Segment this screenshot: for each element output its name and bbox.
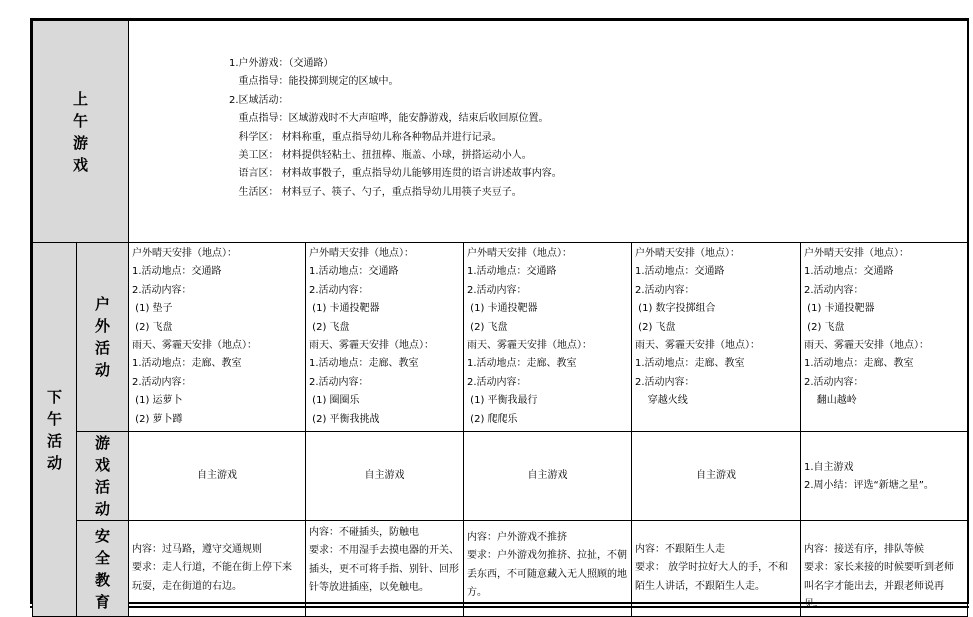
morning-game-header — [33, 21, 129, 243]
outdoor-line: 1.活动地点：走廊、教室 — [132, 358, 242, 370]
outdoor-line: 穿越火线 — [635, 395, 688, 407]
outdoor-line: 1.活动地点：走廊、教室 — [804, 358, 914, 370]
safety-requirement: 要求：走人行道，不能在街上停下来玩耍，走在街道的右边。 — [132, 562, 292, 592]
outdoor-day-4 — [632, 243, 801, 432]
outdoor-line: 户外晴天安排（地点）： — [309, 248, 414, 259]
outdoor-line: 户外晴天安排（地点）： — [132, 248, 237, 259]
outdoor-line: 1.活动地点：走廊、教室 — [467, 358, 577, 370]
outdoor-line: (2) 爬爬乐 — [467, 413, 518, 425]
outdoor-line: (2) 飞盘 — [804, 321, 845, 333]
game-day-2 — [306, 432, 464, 521]
morning-line: 2.区域活动： — [229, 94, 289, 106]
game-text: 自主游戏 — [527, 469, 568, 481]
safety-label: 安全教育 — [94, 526, 110, 611]
game-day-5 — [801, 432, 968, 521]
outdoor-line: (1) 垫子 — [132, 303, 173, 315]
outdoor-line: (1) 圈圈乐 — [309, 395, 360, 407]
outdoor-line: 1.活动地点：交通路 — [132, 266, 222, 278]
morning-line: 1.户外游戏：（交通路） — [229, 58, 334, 69]
safety-header — [77, 521, 129, 617]
outdoor-day-1 — [129, 243, 306, 432]
outdoor-line: 2.活动内容： — [132, 284, 192, 296]
morning-row — [33, 21, 968, 243]
safety-row — [33, 521, 968, 617]
game-day-3 — [464, 432, 632, 521]
safety-requirement: 要求：家长来接的时候要听到老师叫名字才能出去，并跟老师说再见。 — [804, 562, 954, 611]
outdoor-line: (2) 飞盘 — [467, 321, 508, 333]
safety-content: 内容：不碰插头，防触电 — [309, 527, 419, 538]
afternoon-header — [33, 243, 77, 617]
outdoor-line: 1.活动地点：交通路 — [635, 266, 725, 278]
morning-line: 美工区： 材料提供轻粘土、扭扭棒、瓶盖、小球，拼搭运动小人。 — [229, 150, 532, 162]
game-text: 自主游戏 — [696, 469, 736, 481]
outdoor-line: (1) 卡通投靶器 — [804, 303, 875, 315]
outdoor-line: (1) 数字投掷组合 — [635, 303, 716, 315]
outdoor-line: (1) 卡通投靶器 — [309, 303, 380, 315]
outdoor-line: 1.活动地点：交通路 — [804, 266, 894, 278]
morning-line: 语言区： 材料故事骰子，重点指导幼儿能够用连贯的语言讲述故事内容。 — [229, 168, 562, 180]
outdoor-line: (2) 平衡我挑战 — [309, 413, 380, 425]
outdoor-line: 2.活动内容： — [132, 376, 192, 388]
outdoor-line: 1.活动地点：走廊、教室 — [635, 358, 745, 370]
outdoor-label: 户外活动 — [94, 295, 110, 379]
outdoor-line: (2) 萝卜蹲 — [132, 413, 183, 425]
outdoor-line: 户外晴天安排（地点）： — [635, 248, 740, 259]
morning-line: 重点指导：能投掷到规定的区域中。 — [229, 76, 399, 88]
outdoor-line: 2.活动内容： — [804, 284, 864, 296]
safety-day-4 — [632, 521, 801, 617]
game-day-1 — [129, 432, 306, 521]
weekly-plan-table — [32, 20, 968, 617]
outdoor-line: (2) 飞盘 — [635, 321, 676, 333]
safety-day-1 — [129, 521, 306, 617]
outdoor-line: 雨天、雾霾天安排（地点）： — [804, 340, 929, 352]
game-day-4 — [632, 432, 801, 521]
game-line: 1.自主游戏 — [804, 461, 854, 473]
outdoor-line: 户外晴天安排（地点）： — [467, 248, 572, 259]
outdoor-line: 1.活动地点：交通路 — [467, 266, 557, 278]
outdoor-line: (1) 卡通投靶器 — [467, 303, 538, 315]
afternoon-label: 下午活动 — [46, 387, 62, 472]
morning-game-label: 上午游戏 — [72, 89, 88, 174]
safety-content: 内容：不跟陌生人走 — [635, 544, 725, 555]
outdoor-line: 雨天、雾霾天安排（地点）： — [309, 340, 434, 352]
outdoor-header — [77, 243, 129, 432]
outdoor-line: 雨天、雾霾天安排（地点）： — [635, 340, 760, 352]
morning-line: 重点指导：区域游戏时不大声喧哗，能安静游戏，结束后收回原位置。 — [229, 113, 549, 125]
safety-day-2 — [306, 521, 464, 617]
outdoor-day-2 — [306, 243, 464, 432]
outdoor-line: 1.活动地点：走廊、教室 — [309, 358, 419, 370]
safety-content: 内容：过马路，遵守交通规则 — [132, 544, 262, 555]
outdoor-line: 户外晴天安排（地点）： — [804, 248, 909, 259]
safety-content: 内容：户外游戏不推挤 — [467, 532, 567, 543]
outdoor-line: 雨天、雾霾天安排（地点）： — [132, 340, 257, 352]
outdoor-row — [33, 243, 968, 432]
safety-day-5 — [801, 521, 968, 617]
outdoor-day-3 — [464, 243, 632, 432]
outdoor-line: 2.活动内容： — [467, 284, 527, 296]
game-header — [77, 432, 129, 521]
outdoor-line: (2) 飞盘 — [132, 321, 173, 333]
outdoor-line: 2.活动内容： — [309, 284, 369, 296]
outdoor-line: (2) 飞盘 — [309, 321, 350, 333]
morning-game-content — [129, 21, 968, 243]
outdoor-line: 雨天、雾霾天安排（地点）： — [467, 340, 592, 352]
morning-line: 科学区： 材料称重，重点指导幼儿称各种物品并进行记录。 — [229, 131, 502, 143]
safety-requirement: 要求： 放学时拉好大人的手，不和陌生人讲话，不跟陌生人走。 — [635, 562, 789, 592]
game-label: 游戏活动 — [94, 434, 110, 518]
game-text: 自主游戏 — [197, 469, 237, 481]
safety-day-3 — [464, 521, 632, 617]
outdoor-day-5 — [801, 243, 968, 432]
outdoor-line: 2.活动内容： — [635, 376, 695, 388]
game-row — [33, 432, 968, 521]
safety-content: 内容：接送有序，排队等候 — [804, 544, 924, 555]
safety-requirement: 要求：户外游戏勿推挤、拉扯，不朝丢东西，不可随意藏入无人照顾的地方。 — [467, 550, 627, 599]
outdoor-line: (1) 平衡我最行 — [467, 395, 538, 407]
outdoor-line: 1.活动地点：交通路 — [309, 266, 399, 278]
outdoor-line: 翻山越岭 — [804, 395, 857, 407]
outdoor-line: 2.活动内容： — [309, 376, 369, 388]
outdoor-line: (1) 运萝卜 — [132, 395, 183, 407]
game-text: 自主游戏 — [364, 469, 405, 481]
outdoor-line: 2.活动内容： — [635, 284, 695, 296]
outdoor-line: 2.活动内容： — [804, 376, 864, 388]
outdoor-line: 2.活动内容： — [467, 376, 527, 388]
safety-requirement: 要求：不用湿手去摸电器的开关、插头，更不可将手指、别针、回形针等放进插座，以免触电。 — [309, 545, 459, 594]
game-line: 2.周小结：评选“新塘之星”。 — [804, 480, 934, 491]
morning-line: 生活区： 材料豆子、筷子、勺子，重点指导幼儿用筷子夹豆子。 — [229, 186, 522, 198]
